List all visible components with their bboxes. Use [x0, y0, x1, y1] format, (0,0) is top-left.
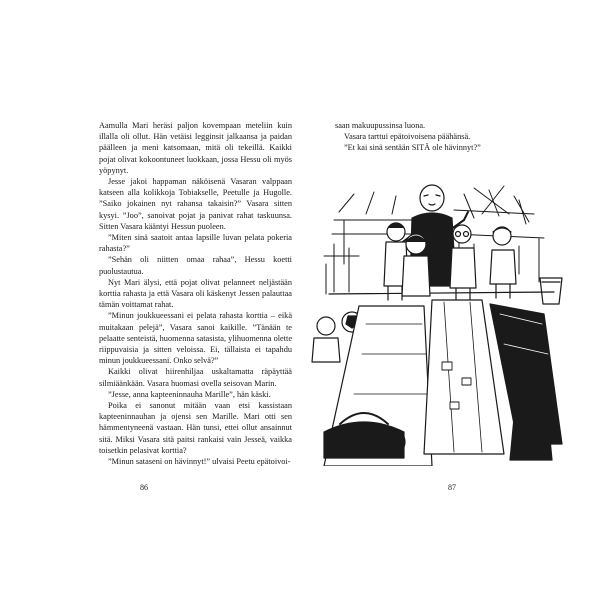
paragraph: Jesse jakoi happaman näköisenä Vasaran valppaan katseen alla kolikkoja Tobiakselle, Peetulle ja Hugolle. ”Saiko jokainen nyt rahansa takaisin?” Vasara sitten kysyi. ”Joo”, sanoivat pojat ja panivat rahat taskuunsa. Sitten Vasara kääntyi Hessun puoleen.	[99, 177, 292, 231]
kid-middle	[402, 234, 430, 296]
trash-bin	[540, 278, 562, 304]
paragraph: ”Et kai sinä sentään SITÄ ole hävinnyt?”	[344, 143, 481, 153]
paragraph: Aamulla Mari heräsi paljon kovempaan meteliin kuin illalla oli ollut. Hän vetäisi legginsit jalkaansa ja paidan päälleen ja meni katsomaan, mitä oli tekeillä. Kaikki pojat olivat kokoontuneet luokkaan, jossa Hessu oli myös yöpynyt.	[99, 121, 292, 175]
page-number: 87	[448, 483, 456, 492]
paragraph: Poika ei sanonut mitään vaan etsi kassistaan kapteeninnauhan ja ojensi sen Marille. Mari otti sen hämmentyneenä vastaan. Hän tunsi, ettei ollut ansainnut sitä. Miksi Vasara sitä paitsi rankaisi vain Jesseä, vaikka toisetkin pelasivat korttia?	[99, 401, 292, 455]
paragraph: ”Jesse, anna kapteeninnauha Marille”, hän käski.	[108, 389, 271, 399]
paragraph: ”Minun joukkueessani ei pelata rahasta korttia – eikä muitakaan pelejä”, Vasara sanoi kaikille. ”Tänään te pelaatte senteistä, huomenna satasista, ylihuomenna olette riippuvaisia ja sitten veloissa. Ei, tällaista ei tapahdu minun joukkueessani. Onko selvä?”	[99, 311, 292, 366]
floor-line	[329, 292, 554, 294]
right-page	[300, 0, 600, 600]
small-child	[312, 317, 340, 362]
paragraph: saan makuupussinsa luona.	[335, 121, 426, 130]
paragraph: ”Miten sinä saatoit antaa lapsille luvan pelata pokeria rahasta?”	[99, 233, 292, 254]
kid-right	[490, 227, 516, 298]
paragraph: Vasara tarttui epätoivoisena päähänsä.	[344, 132, 471, 142]
right-body-text	[335, 120, 535, 154]
classroom-illustration	[304, 174, 566, 466]
paragraph: Kaikki olivat hiirenhiljaa uskaltamatta räpäyttää silmiäänkään. Vasara huomasi ovella seisovan Marin.	[99, 367, 292, 388]
kid-glasses	[450, 225, 476, 300]
paragraph: ”Sehän oli niitten omaa rahaa”, Hessu koetti puolustautua.	[99, 255, 292, 276]
sleeping-bag-center	[424, 300, 504, 454]
paragraph: ”Minun sataseni on hävinnyt!” ulvaisi Peetu epätoivoi-	[108, 457, 291, 467]
left-body-text	[99, 120, 292, 467]
paragraph: Nyt Mari älysi, että pojat olivat pelanneet neljästään korttia rahasta ja että Vasara oli käskenyt Jessen palauttaa tämän voittamat rahat.	[99, 277, 292, 310]
page-number: 86	[140, 483, 148, 492]
ball-bag	[379, 429, 405, 455]
